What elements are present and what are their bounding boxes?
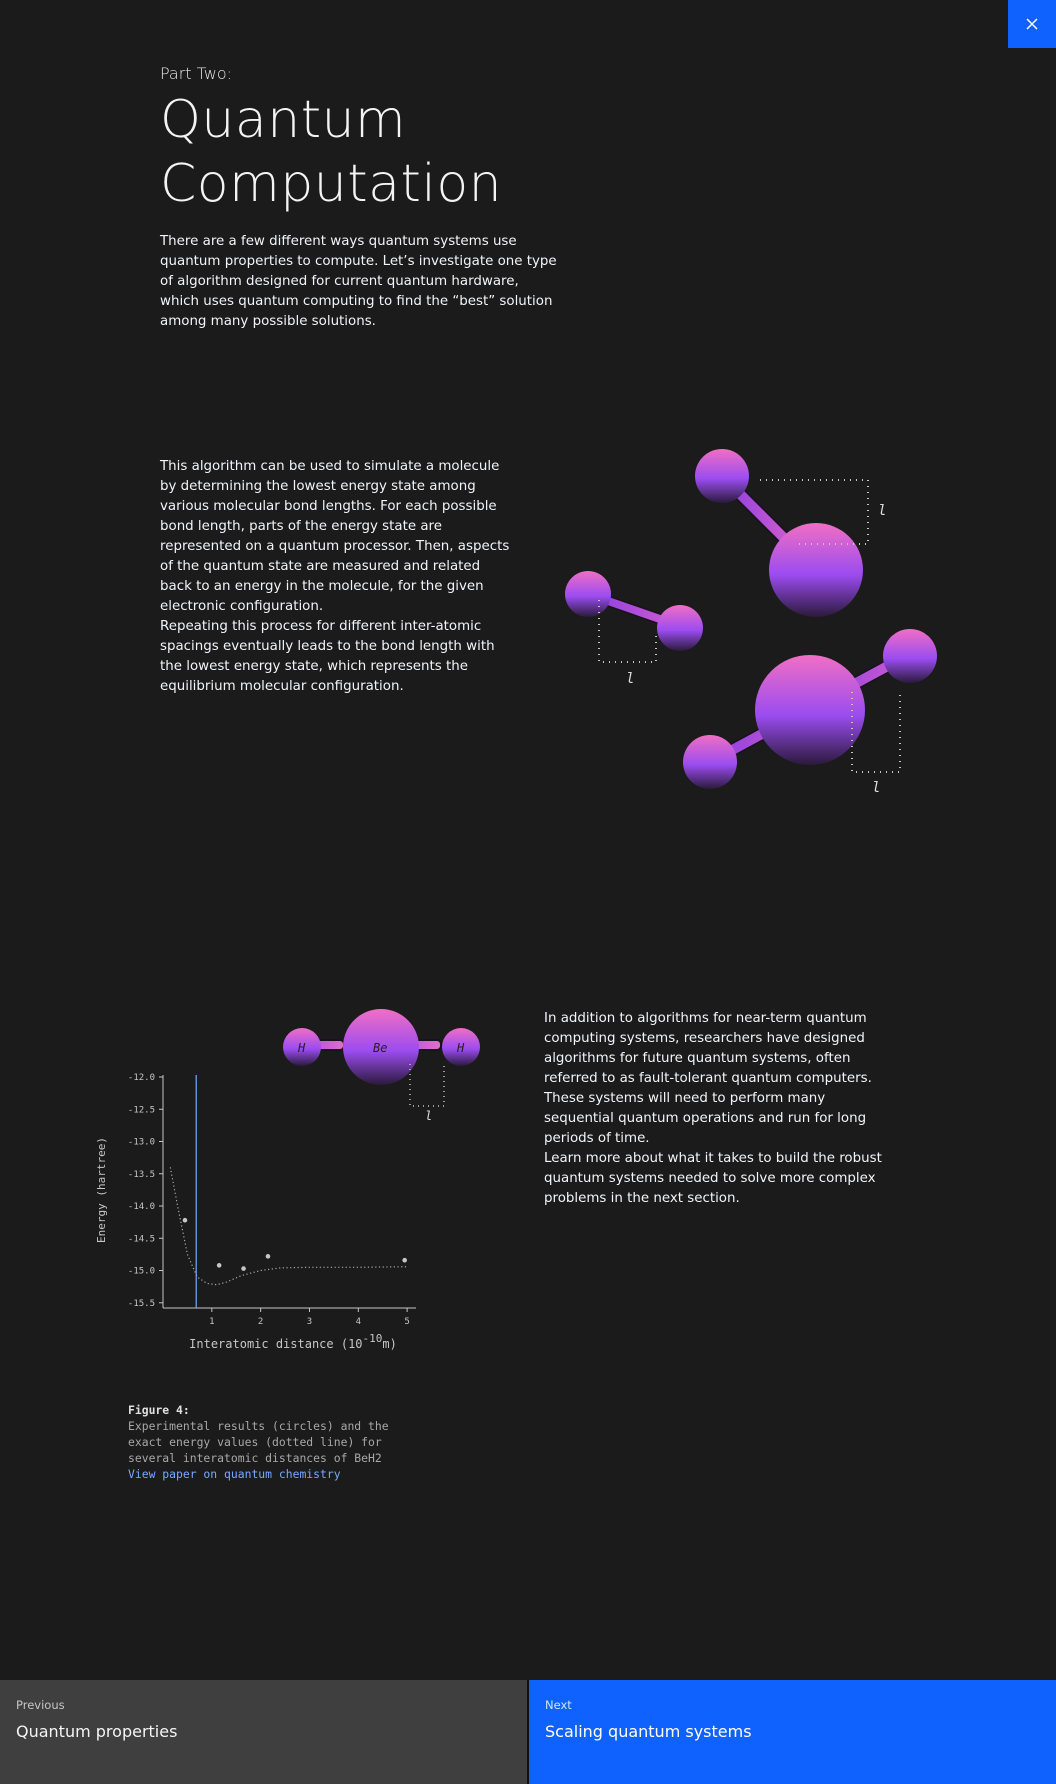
y-tick-label: -15.0 [127, 1266, 155, 1277]
y-tick-label: -14.5 [127, 1234, 155, 1245]
quantum-chemistry-paper-link[interactable]: View paper on quantum chemistry [128, 1467, 341, 1481]
experimental-point [402, 1258, 407, 1263]
y-tick-label: -13.5 [127, 1169, 155, 1180]
x-tick-label: 4 [355, 1317, 362, 1327]
y-tick-label: -13.0 [127, 1137, 155, 1148]
x-tick-label: 5 [404, 1317, 410, 1327]
bond-length-label: l [626, 671, 635, 687]
x-tick-label: 2 [257, 1317, 264, 1327]
beh2-molecule [283, 1009, 480, 1123]
previous-section-link[interactable] [0, 1680, 529, 1784]
y-axis-label: Energy (hartree) [95, 1137, 108, 1243]
molecule-bottom [683, 629, 937, 796]
page-title: Quantum Computation [160, 90, 503, 214]
atom-label-h-left: H [298, 1041, 306, 1055]
next-label: Next [545, 1698, 572, 1712]
close-icon [1025, 17, 1039, 31]
experimental-point [217, 1263, 222, 1268]
exact-energy-line [170, 1167, 407, 1284]
figure-caption [128, 1402, 428, 1482]
molecule-left [565, 571, 703, 687]
next-title: Scaling quantum systems [545, 1722, 752, 1741]
atom-label-h-right: H [457, 1041, 465, 1055]
y-tick-label: -12.5 [127, 1105, 155, 1116]
atom-label-be: Be [373, 1041, 388, 1055]
close-button[interactable] [1008, 0, 1056, 48]
caption-text: Experimental results (circles) and the exact energy values (dotted line) for several interatomic distances of BeH2 [128, 1419, 389, 1465]
caption-title: Figure 4: [128, 1403, 190, 1417]
experimental-point [241, 1266, 246, 1271]
bond-length-label: l [878, 503, 887, 519]
x-axis-label: Interatomic distance (10-10m) [189, 1332, 397, 1351]
experimental-point [183, 1218, 188, 1223]
bond-length-label: l [425, 1109, 433, 1123]
x-tick-label: 3 [306, 1317, 313, 1327]
energy-chart [88, 998, 488, 1368]
intro-paragraph: There are a few different ways quantum systems use quantum properties to compute. Let’s investigate one type of algorithm designed for current quantum hardware, which uses quantum computing to find the “best” solution among many possible solutions. [160, 234, 557, 329]
algorithm-paragraph-1: This algorithm can be used to simulate a molecule by determining the lowest energy state among various molecular bond lengths. For each possible bond length, parts of the energy state are represented on a quantum processor. Then, aspects of the quantum state are measured and related back to an energy in the molecule, for the given electronic configuration. [160, 459, 510, 614]
molecules-illustration [560, 440, 950, 800]
page-navigation [0, 1680, 1056, 1784]
molecule-top [695, 449, 886, 617]
bond-length-label: l [872, 780, 881, 796]
algorithm-paragraph-2: Repeating this process for different inter-atomic spacings eventually leads to the bond length with the lowest energy state, which represents the equilibrium molecular configuration. [160, 619, 495, 694]
fault-tolerant-paragraph-2: Learn more about what it takes to build the robust quantum systems needed to solve more complex problems in the next section. [544, 1151, 882, 1206]
y-tick-label: -12.0 [127, 1073, 155, 1083]
y-tick-label: -14.0 [127, 1202, 155, 1213]
fault-tolerant-paragraph-1: In addition to algorithms for near-term quantum computing systems, researchers have designed algorithms for future quantum systems, often referred to as fault-tolerant quantum computers. These systems will need to perform many sequential quantum operations and run for long periods of time. [544, 1011, 872, 1146]
section-eyebrow: Part Two: [160, 64, 233, 83]
y-tick-label: -15.5 [127, 1298, 155, 1309]
previous-label: Previous [16, 1698, 65, 1712]
previous-title: Quantum properties [16, 1722, 178, 1741]
next-section-link[interactable] [529, 1680, 1056, 1784]
x-tick-label: 1 [209, 1317, 215, 1327]
experimental-point [266, 1254, 271, 1259]
